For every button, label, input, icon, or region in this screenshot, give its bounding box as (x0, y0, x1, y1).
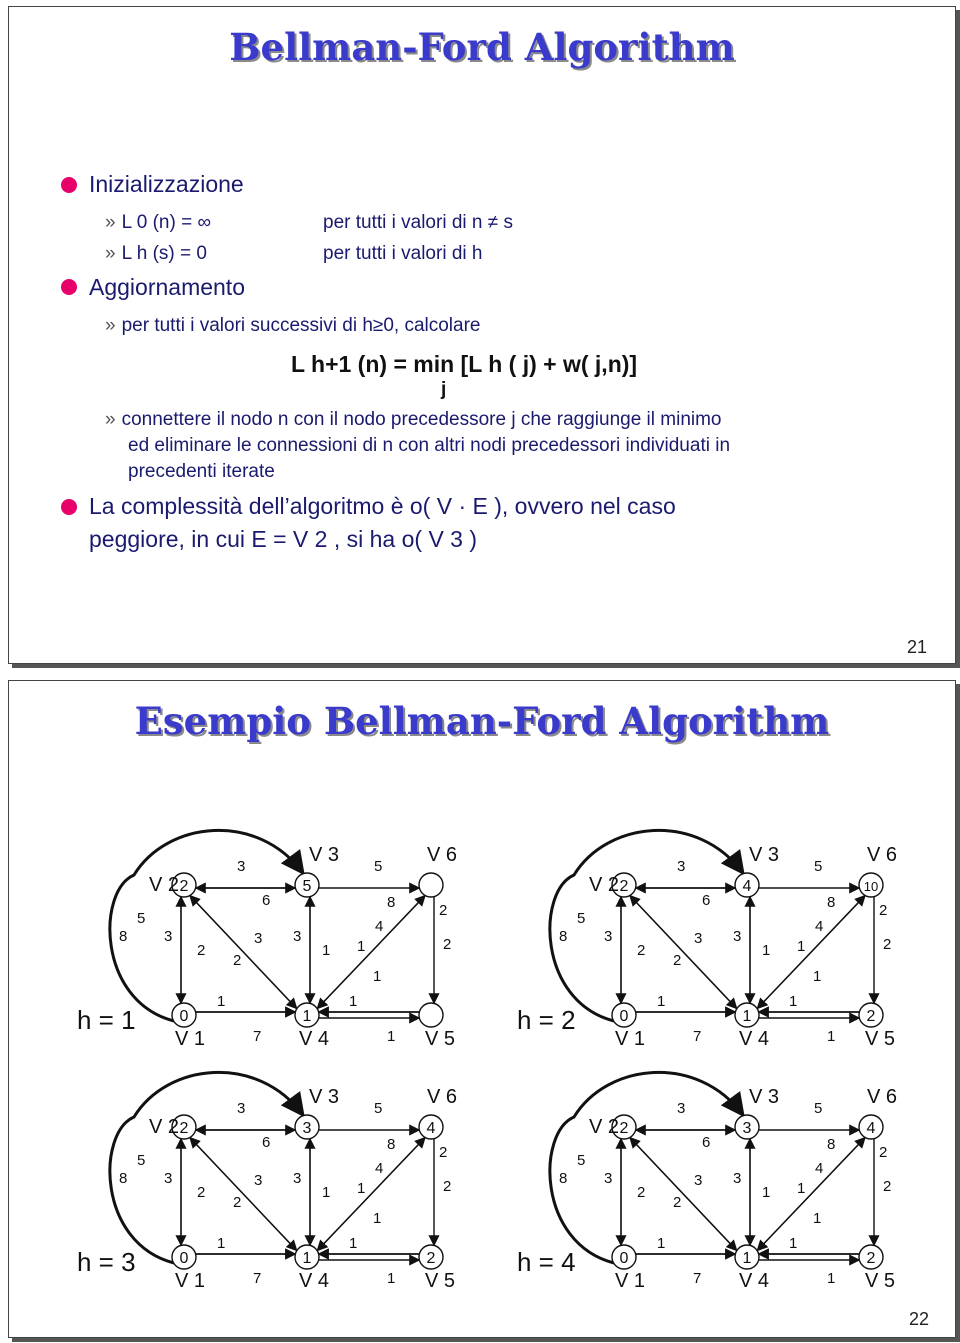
edge-weight-label: 2 (233, 952, 242, 969)
node-distance-value: 2 (179, 878, 189, 895)
init-line-2-text: L h (s) = 0 (121, 243, 207, 264)
edge-weight-label: 8 (119, 1170, 128, 1187)
edge-weight-label: 5 (814, 1100, 823, 1117)
connect-text-3: precedenti iterate (128, 461, 275, 482)
edge-weight-label: 3 (604, 1170, 613, 1187)
node-label: V 3 (749, 1086, 780, 1108)
edge-weight-label: 3 (164, 928, 173, 945)
graph-h-2 (497, 831, 927, 1071)
edge-weight-label: 1 (349, 993, 358, 1010)
node-distance-value: 2 (619, 878, 629, 895)
edge-weight-label: 2 (673, 1194, 682, 1211)
node-distance-value: 3 (302, 1120, 312, 1137)
edge-weight-label: 3 (293, 1170, 302, 1187)
edge-weight-label: 1 (789, 993, 798, 1010)
edge-weight-label: 1 (349, 1235, 358, 1252)
graph-edge (757, 896, 864, 1009)
edge-weight-label: 7 (693, 1270, 702, 1287)
edge-weight-label: 3 (733, 1170, 742, 1187)
iteration-label: h = 2 (517, 1005, 576, 1035)
edge-weight-label: 1 (322, 1184, 331, 1201)
update-line-text: per tutti i valori successivi di h≥0, calcolare (121, 315, 481, 336)
edge-weight-label: 1 (762, 942, 771, 959)
bullet-dot (61, 177, 77, 193)
node-distance-value: 0 (179, 1250, 189, 1267)
edge-weight-label: 5 (374, 858, 383, 875)
edge-weight-label: 3 (254, 1172, 263, 1189)
edge-weight-label: 1 (217, 993, 226, 1010)
slide-title: Esempio Bellman-Ford Algorithm (134, 699, 830, 743)
node-distance-value: 1 (302, 1250, 312, 1267)
edge-weight-label: 8 (387, 1136, 396, 1153)
node-distance-value: 4 (866, 1120, 876, 1137)
edge-weight-label: 3 (254, 930, 263, 947)
node-label: V 4 (299, 1270, 330, 1292)
iteration-label: h = 4 (517, 1247, 576, 1277)
node-label: V 2 (589, 874, 620, 896)
node-distance-value: 2 (866, 1008, 876, 1025)
edge-weight-label: 3 (694, 930, 703, 947)
complexity-line-1: La complessità dell’algoritmo è o( V · E ), ovvero nel caso (89, 493, 676, 519)
graph-edge (630, 896, 737, 1009)
node-label: V 2 (149, 874, 180, 896)
edge-weight-label: 3 (164, 1170, 173, 1187)
node-label: V 5 (865, 1028, 896, 1050)
graph-edge (190, 896, 297, 1009)
edge-weight-label: 5 (374, 1100, 383, 1117)
complexity-line-2: peggiore, in cui E = V 2 , si ha o( V 3 ) (89, 526, 478, 552)
page-number: 22 (908, 1309, 929, 1329)
edge-weight-label: 2 (197, 1184, 206, 1201)
edge-weight-label: 2 (233, 1194, 242, 1211)
edge-weight-label: 8 (827, 894, 836, 911)
node-label: V 6 (427, 1086, 458, 1108)
connect-text-2: ed eliminare le connessioni di n con altri nodi precedessori individuati in (128, 435, 731, 456)
edge-weight-label: 1 (373, 1210, 382, 1227)
graph-node-v6 (419, 873, 443, 897)
node-distance-value: 3 (742, 1120, 752, 1137)
slide-bellman-ford (8, 6, 956, 664)
connect-text-1: connettere il nodo n con il nodo precedessore j che raggiunge il minimo (121, 409, 722, 430)
node-distance-value: 1 (742, 1008, 752, 1025)
node-distance-value: 0 (619, 1008, 629, 1025)
recurrence-formula: L h+1 (n) = min [L h ( j) + w( j,n)] (291, 351, 638, 377)
node-label: V 5 (865, 1270, 896, 1292)
init-line-1-left: » L 0 (n) = ∞ (105, 212, 211, 233)
edge-weight-label: 7 (253, 1028, 262, 1045)
node-distance-value: 2 (179, 1120, 189, 1137)
slide-example (8, 680, 956, 1338)
edge-weight-label: 3 (677, 858, 686, 875)
node-label: V 1 (615, 1028, 646, 1050)
node-distance-value: 4 (426, 1120, 436, 1137)
edge-weight-label: 1 (797, 938, 806, 955)
edge-weight-label: 3 (604, 928, 613, 945)
edge-weight-label: 1 (789, 1235, 798, 1252)
edge-weight-label: 2 (673, 952, 682, 969)
graph-edge (757, 1138, 864, 1251)
node-distance-value: 2 (619, 1120, 629, 1137)
graph-edge (317, 1138, 424, 1251)
node-label: V 5 (425, 1270, 456, 1292)
node-distance-value: 0 (619, 1250, 629, 1267)
node-label: V 3 (309, 1086, 340, 1108)
edge-weight-label: 1 (657, 1235, 666, 1252)
init-line-2-right: per tutti i valori di h (323, 243, 483, 264)
edge-weight-label: 2 (439, 902, 448, 919)
edge-weight-label: 3 (733, 928, 742, 945)
update-line: » per tutti i valori successivi di h≥0, calcolare (105, 315, 481, 336)
node-label: V 3 (309, 844, 340, 866)
edge-weight-label: 1 (813, 968, 822, 985)
edge-weight-label: 1 (387, 1028, 396, 1045)
node-distance-value: 10 (863, 879, 879, 894)
edge-weight-label: 6 (262, 1134, 271, 1151)
node-distance-value: 1 (302, 1008, 312, 1025)
node-label: V 6 (867, 844, 898, 866)
iteration-label: h = 1 (77, 1005, 136, 1035)
edge-weight-label: 6 (262, 892, 271, 909)
page-number: 21 (906, 637, 927, 657)
node-distance-value: 0 (179, 1008, 189, 1025)
edge-weight-label: 1 (827, 1028, 836, 1045)
edge-weight-label: 1 (797, 1180, 806, 1197)
node-label: V 3 (749, 844, 780, 866)
edge-weight-label: 6 (702, 892, 711, 909)
graph-edge (190, 1138, 297, 1251)
edge-weight-label: 8 (119, 928, 128, 945)
graph-node-v5 (419, 1003, 443, 1027)
init-line-2-left: » L h (s) = 0 (105, 243, 207, 264)
edge-weight-label: 4 (815, 1160, 824, 1177)
node-label: V 1 (175, 1028, 206, 1050)
edge-weight-label: 8 (827, 1136, 836, 1153)
node-label: V 1 (175, 1270, 206, 1292)
node-label: V 5 (425, 1028, 456, 1050)
edge-weight-label: 2 (883, 936, 892, 953)
init-heading: Inizializzazione (89, 171, 244, 197)
node-label: V 6 (867, 1086, 898, 1108)
connect-line-1: » connettere il nodo n con il nodo precedessore j che raggiunge il minimo (105, 409, 722, 430)
edge-weight-label: 3 (293, 928, 302, 945)
node-label: V 6 (427, 844, 458, 866)
edge-weight-label: 7 (693, 1028, 702, 1045)
graph-edge (317, 896, 424, 1009)
edge-weight-label: 4 (815, 918, 824, 935)
edge-weight-label: 1 (357, 1180, 366, 1197)
edge-weight-label: 2 (879, 902, 888, 919)
edge-weight-label: 2 (197, 942, 206, 959)
edge-weight-label: 5 (577, 910, 586, 927)
edge-weight-label: 6 (702, 1134, 711, 1151)
graph-edge (630, 1138, 737, 1251)
node-label: V 2 (589, 1116, 620, 1138)
edge-weight-label: 8 (387, 894, 396, 911)
edge-weight-label: 2 (883, 1178, 892, 1195)
init-line-1-text: L 0 (n) = ∞ (121, 212, 211, 233)
edge-weight-label: 2 (637, 1184, 646, 1201)
edge-weight-label: 2 (443, 936, 452, 953)
graph-h-3 (57, 1073, 487, 1313)
node-distance-value: 2 (426, 1250, 436, 1267)
edge-weight-label: 1 (322, 942, 331, 959)
edge-weight-label: 1 (373, 968, 382, 985)
edge-weight-label: 1 (387, 1270, 396, 1287)
edge-weight-label: 2 (637, 942, 646, 959)
edge-weight-label: 1 (813, 1210, 822, 1227)
edge-weight-label: 1 (357, 938, 366, 955)
edge-weight-label: 1 (657, 993, 666, 1010)
edge-weight-label: 5 (137, 1152, 146, 1169)
edge-weight-label: 8 (559, 928, 568, 945)
node-label: V 4 (739, 1028, 770, 1050)
bullet-dot (61, 499, 77, 515)
edge-weight-label: 5 (814, 858, 823, 875)
edge-weight-label: 3 (237, 858, 246, 875)
edge-weight-label: 7 (253, 1270, 262, 1287)
edge-weight-label: 2 (879, 1144, 888, 1161)
graph-h-4 (497, 1073, 927, 1313)
edge-weight-label: 1 (827, 1270, 836, 1287)
node-distance-value: 1 (742, 1250, 752, 1267)
edge-weight-label: 2 (443, 1178, 452, 1195)
slide-title: Bellman-Ford Algorithm (229, 25, 735, 69)
node-distance-value: 2 (866, 1250, 876, 1267)
node-distance-value: 5 (302, 878, 312, 895)
node-label: V 1 (615, 1270, 646, 1292)
edge-weight-label: 2 (439, 1144, 448, 1161)
edge-weight-label: 3 (677, 1100, 686, 1117)
edge-weight-label: 4 (375, 918, 384, 935)
node-label: V 4 (299, 1028, 330, 1050)
edge-weight-label: 1 (217, 1235, 226, 1252)
edge-weight-label: 1 (762, 1184, 771, 1201)
graph-h-1 (57, 831, 487, 1071)
edge-weight-label: 3 (694, 1172, 703, 1189)
node-label: V 2 (149, 1116, 180, 1138)
node-distance-value: 4 (742, 878, 752, 895)
update-heading: Aggiornamento (89, 274, 245, 300)
edge-weight-label: 5 (577, 1152, 586, 1169)
iteration-label: h = 3 (77, 1247, 136, 1277)
bullet-dot (61, 279, 77, 295)
edge-weight-label: 3 (237, 1100, 246, 1117)
edge-weight-label: 8 (559, 1170, 568, 1187)
formula-subscript: j (441, 379, 447, 400)
edge-weight-label: 4 (375, 1160, 384, 1177)
node-label: V 4 (739, 1270, 770, 1292)
edge-weight-label: 5 (137, 910, 146, 927)
init-line-1-right: per tutti i valori di n ≠ s (323, 212, 513, 233)
